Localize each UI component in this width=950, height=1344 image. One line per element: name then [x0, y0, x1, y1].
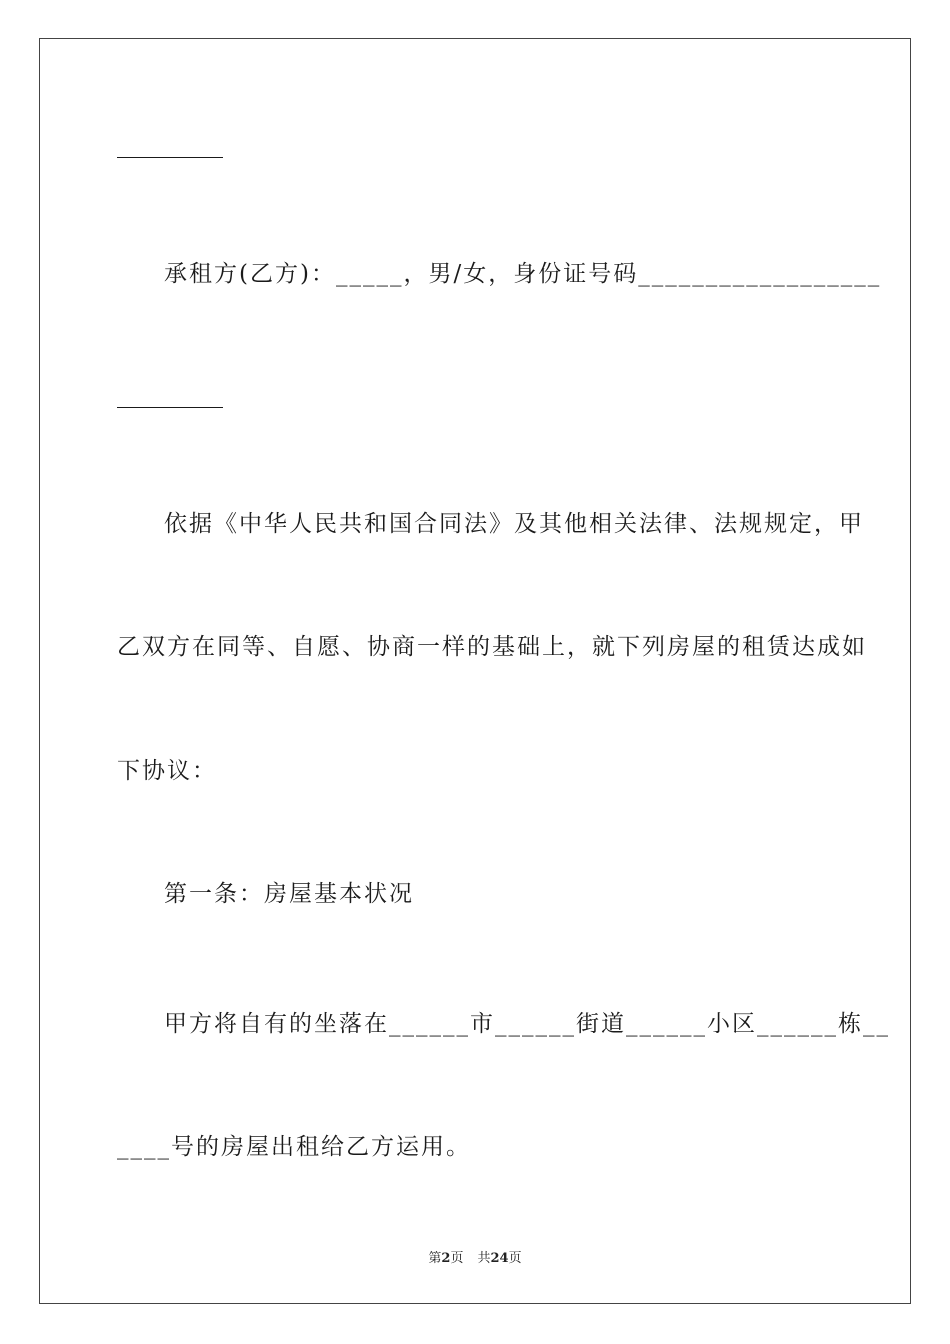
total-prefix: 共: [477, 1251, 491, 1266]
page-frame: [39, 38, 911, 1304]
property-line-1: 甲方将自有的坐落在______市______街道______小区______栋__: [164, 1011, 890, 1037]
page-suffix: 页: [450, 1251, 464, 1266]
article-1-heading: 第一条：房屋基本状况: [164, 881, 414, 907]
total-pages: 24: [490, 1251, 509, 1266]
page-number: 2: [441, 1251, 451, 1266]
property-line-2: ____号的房屋出租给乙方运用。: [117, 1134, 471, 1160]
total-suffix: 页: [508, 1251, 522, 1266]
blank-line-1: [117, 157, 223, 158]
basis-line-3: 下协议：: [117, 758, 217, 784]
basis-line-2: 乙双方在同等、自愿、协商一样的基础上，就下列房屋的租赁达成如: [117, 634, 867, 660]
blank-line-2: [117, 407, 223, 408]
basis-line-1: 依据《中华人民共和国合同法》及其他相关法律、法规规定，甲: [164, 511, 864, 537]
page-prefix: 第: [428, 1251, 442, 1266]
lessee-line: 承租方(乙方)：_____，男/女，身份证号码__________________: [164, 261, 882, 287]
page-footer: [0, 1247, 950, 1266]
